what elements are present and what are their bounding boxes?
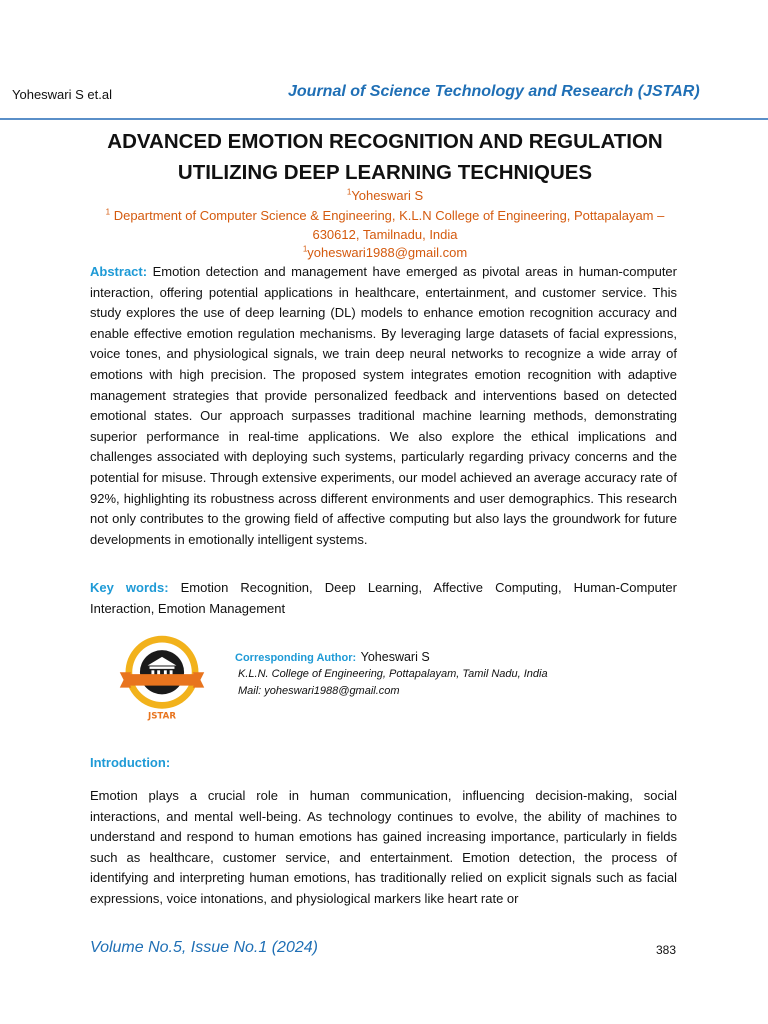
affiliation-line-2: 630612, Tamilnadu, India [312, 227, 458, 242]
email-sup: 1 [302, 244, 308, 254]
corresponding-author-line [235, 648, 548, 666]
corresponding-mail: Mail: yoheswari1988@gmail.com [238, 685, 400, 697]
author-email-text: yoheswari1988@gmail.com [307, 245, 468, 260]
abstract-paragraph [90, 262, 677, 550]
author-name-text: Yoheswari S [351, 188, 424, 203]
title-line-1: ADVANCED EMOTION RECOGNITION AND REGULATION [107, 130, 663, 153]
running-header-journal: Journal of Science Technology and Research (JSTAR) [288, 83, 700, 100]
abstract-text: Emotion detection and management have emerged as pivotal areas in human-computer interaction, offering potential applications in healthcare, entertainment, and customer service. This study explores the use of deep learning (DL) models to enhance emotion recognition accuracy and enable effective emotion regulation mechanisms. By leveraging large datasets of facial expressions, voice tones, and physiological signals, we train deep neural networks to recognize a wide array of emotions with high precision. The proposed system integrates emotion recognition with adaptive management strategies that provide personalized feedback and interventions based on detected emotional states. Our approach surpasses traditional machine learning methods, demonstrating superior performance in real-time applications. We also explore the ethical implications and challenges associated with deploying such systems, particularly regarding privacy concerns and the potential for misuse. Through extensive experiments, our model achieved an average accuracy rate of 92%, highlighting its robustness across different environments and user demographics. This research not only contributes to the growing field of affective computing but also lays the groundwork for future developments in emotionally intelligent systems. [90, 264, 677, 547]
header-divider [0, 118, 768, 120]
introduction-paragraph: Emotion plays a crucial role in human communication, influencing decision-making, social interactions, and mental well-being. As technology continues to evolve, the ability of machines to understand and respond to human emotions has gained increasing importance, particularly in fields such as healthcare, customer service, and entertainment. Emotion detection, the process of identifying and interpreting human emotions, has traditionally relied on explicit signals such as facial expressions, voice intonations, and physiological markers like heart rate or [90, 788, 677, 906]
author-affiliation [80, 206, 690, 244]
paper-title [80, 126, 690, 188]
author-name [80, 186, 690, 205]
jstar-logo-icon [114, 630, 210, 726]
keywords-paragraph [90, 578, 677, 619]
page-number: 383 [656, 943, 677, 957]
abstract-label: Abstract: [90, 264, 148, 279]
affiliation-line-1: $^1$ Department of Computer Science & Engineering, K.L.N College of Engineering, Pottapalayam – [105, 207, 665, 223]
keywords-text: Emotion Recognition, Deep Learning, Affective Computing, Human-Computer Interaction, Emotion Management [90, 580, 677, 616]
corresponding-author-name: Yoheswari S [360, 650, 430, 664]
logo-banner-text: JSTAR [148, 711, 176, 722]
keywords-label: Key words: [90, 580, 169, 595]
corresponding-institution: K.L.N. College of Engineering, Pottapalayam, Tamil Nadu, India [238, 668, 548, 680]
author-email [80, 243, 690, 262]
corresponding-author-block [235, 648, 548, 700]
affiliation-sup: 1 [105, 207, 111, 217]
title-line-2: UTILIZING DEEP LEARNING TECHNIQUES [177, 161, 593, 184]
running-header-author: Yoheswari S et.al [12, 87, 112, 102]
author-sup: 1 [346, 187, 352, 197]
footer-volume: Volume No.5, Issue No.1 (2024) [90, 939, 318, 956]
corresponding-author-label: Corresponding Author: [235, 652, 357, 664]
introduction-heading: Introduction: [90, 755, 171, 770]
